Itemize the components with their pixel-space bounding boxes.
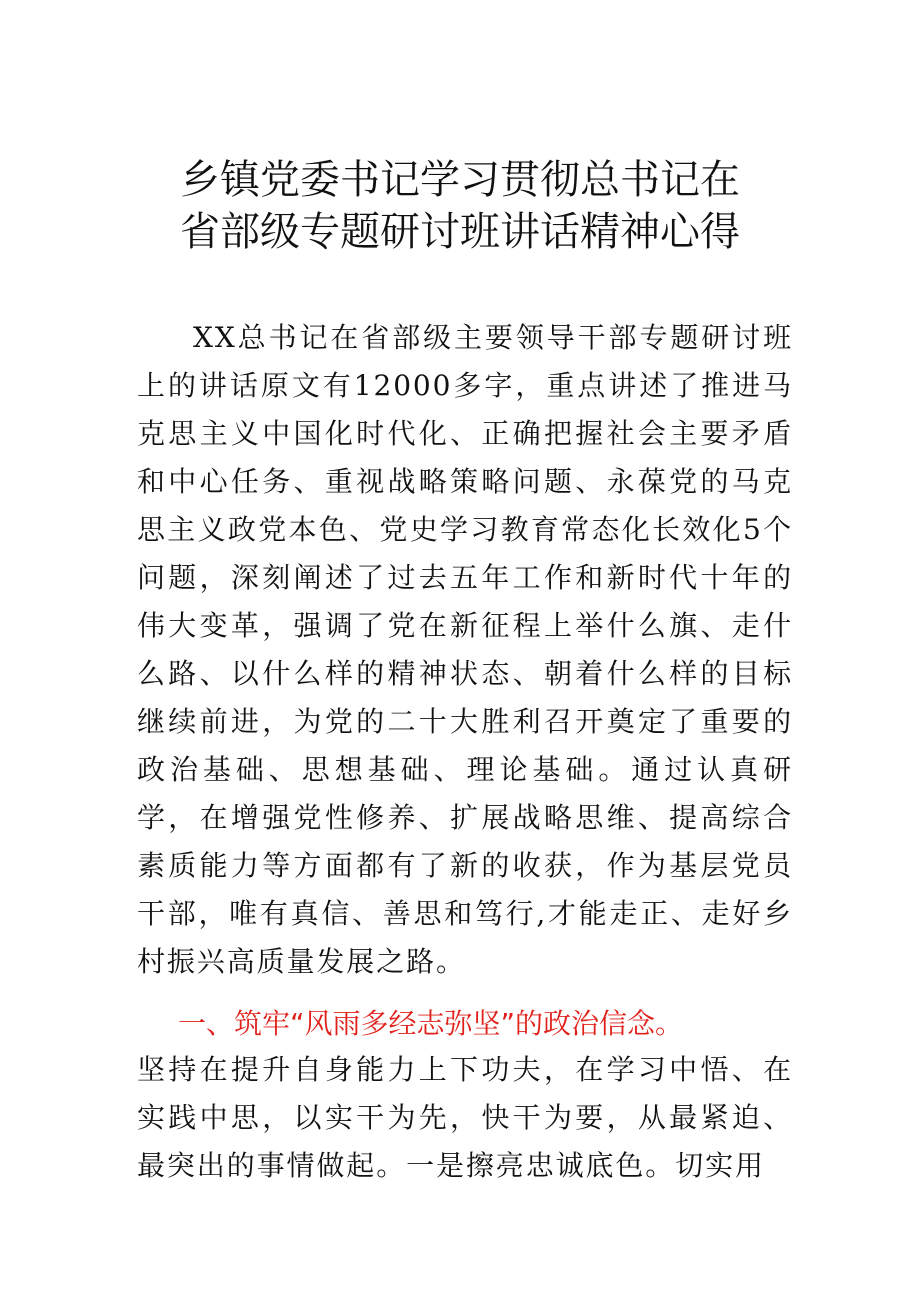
body-paragraph-2: 坚持在提升自身能力上下功夫，在学习中悟、在实践中思，以实干为先，快干为要，从最紧迫、最突出的事情做起。一是擦亮忠诚底色。切实用 [137, 1053, 793, 1182]
document-title-line-1: 乡镇党委书记学习贯彻总书记在 [180, 157, 740, 203]
document-title-line-2: 省部级专题研讨班讲话精神心得 [180, 209, 740, 255]
body-paragraph-1: XX总书记在省部级主要领导干部专题研讨班上的讲话原文有12000多字，重点讲述了推进马克思主义中国化时代化、正确把握社会主要矛盾和中心任务、重视战略策略问题、永葆党的马克思主义政党本色、党史学习教育常态化长效化5个问题，深刻阐述了过去五年工作和新时代十年的伟大变革，强调了党在新征程上举什么旗、走什么路、以什么样的精神状态、朝着什么样的目标继续前进，为党的二十大胜利召开奠定了重要的政治基础、思想基础、理论基础。通过认真研学，在增强党性修养、扩展战略思维、提高综合素质能力等方面都有了新的收获，作为基层党员干部，唯有真信、善思和笃行,才能走正、走好乡村振兴高质量发展之路。 [137, 321, 793, 978]
section-heading-1: 一、筑牢“风雨多经志弥坚”的政治信念。 [178, 1007, 684, 1040]
